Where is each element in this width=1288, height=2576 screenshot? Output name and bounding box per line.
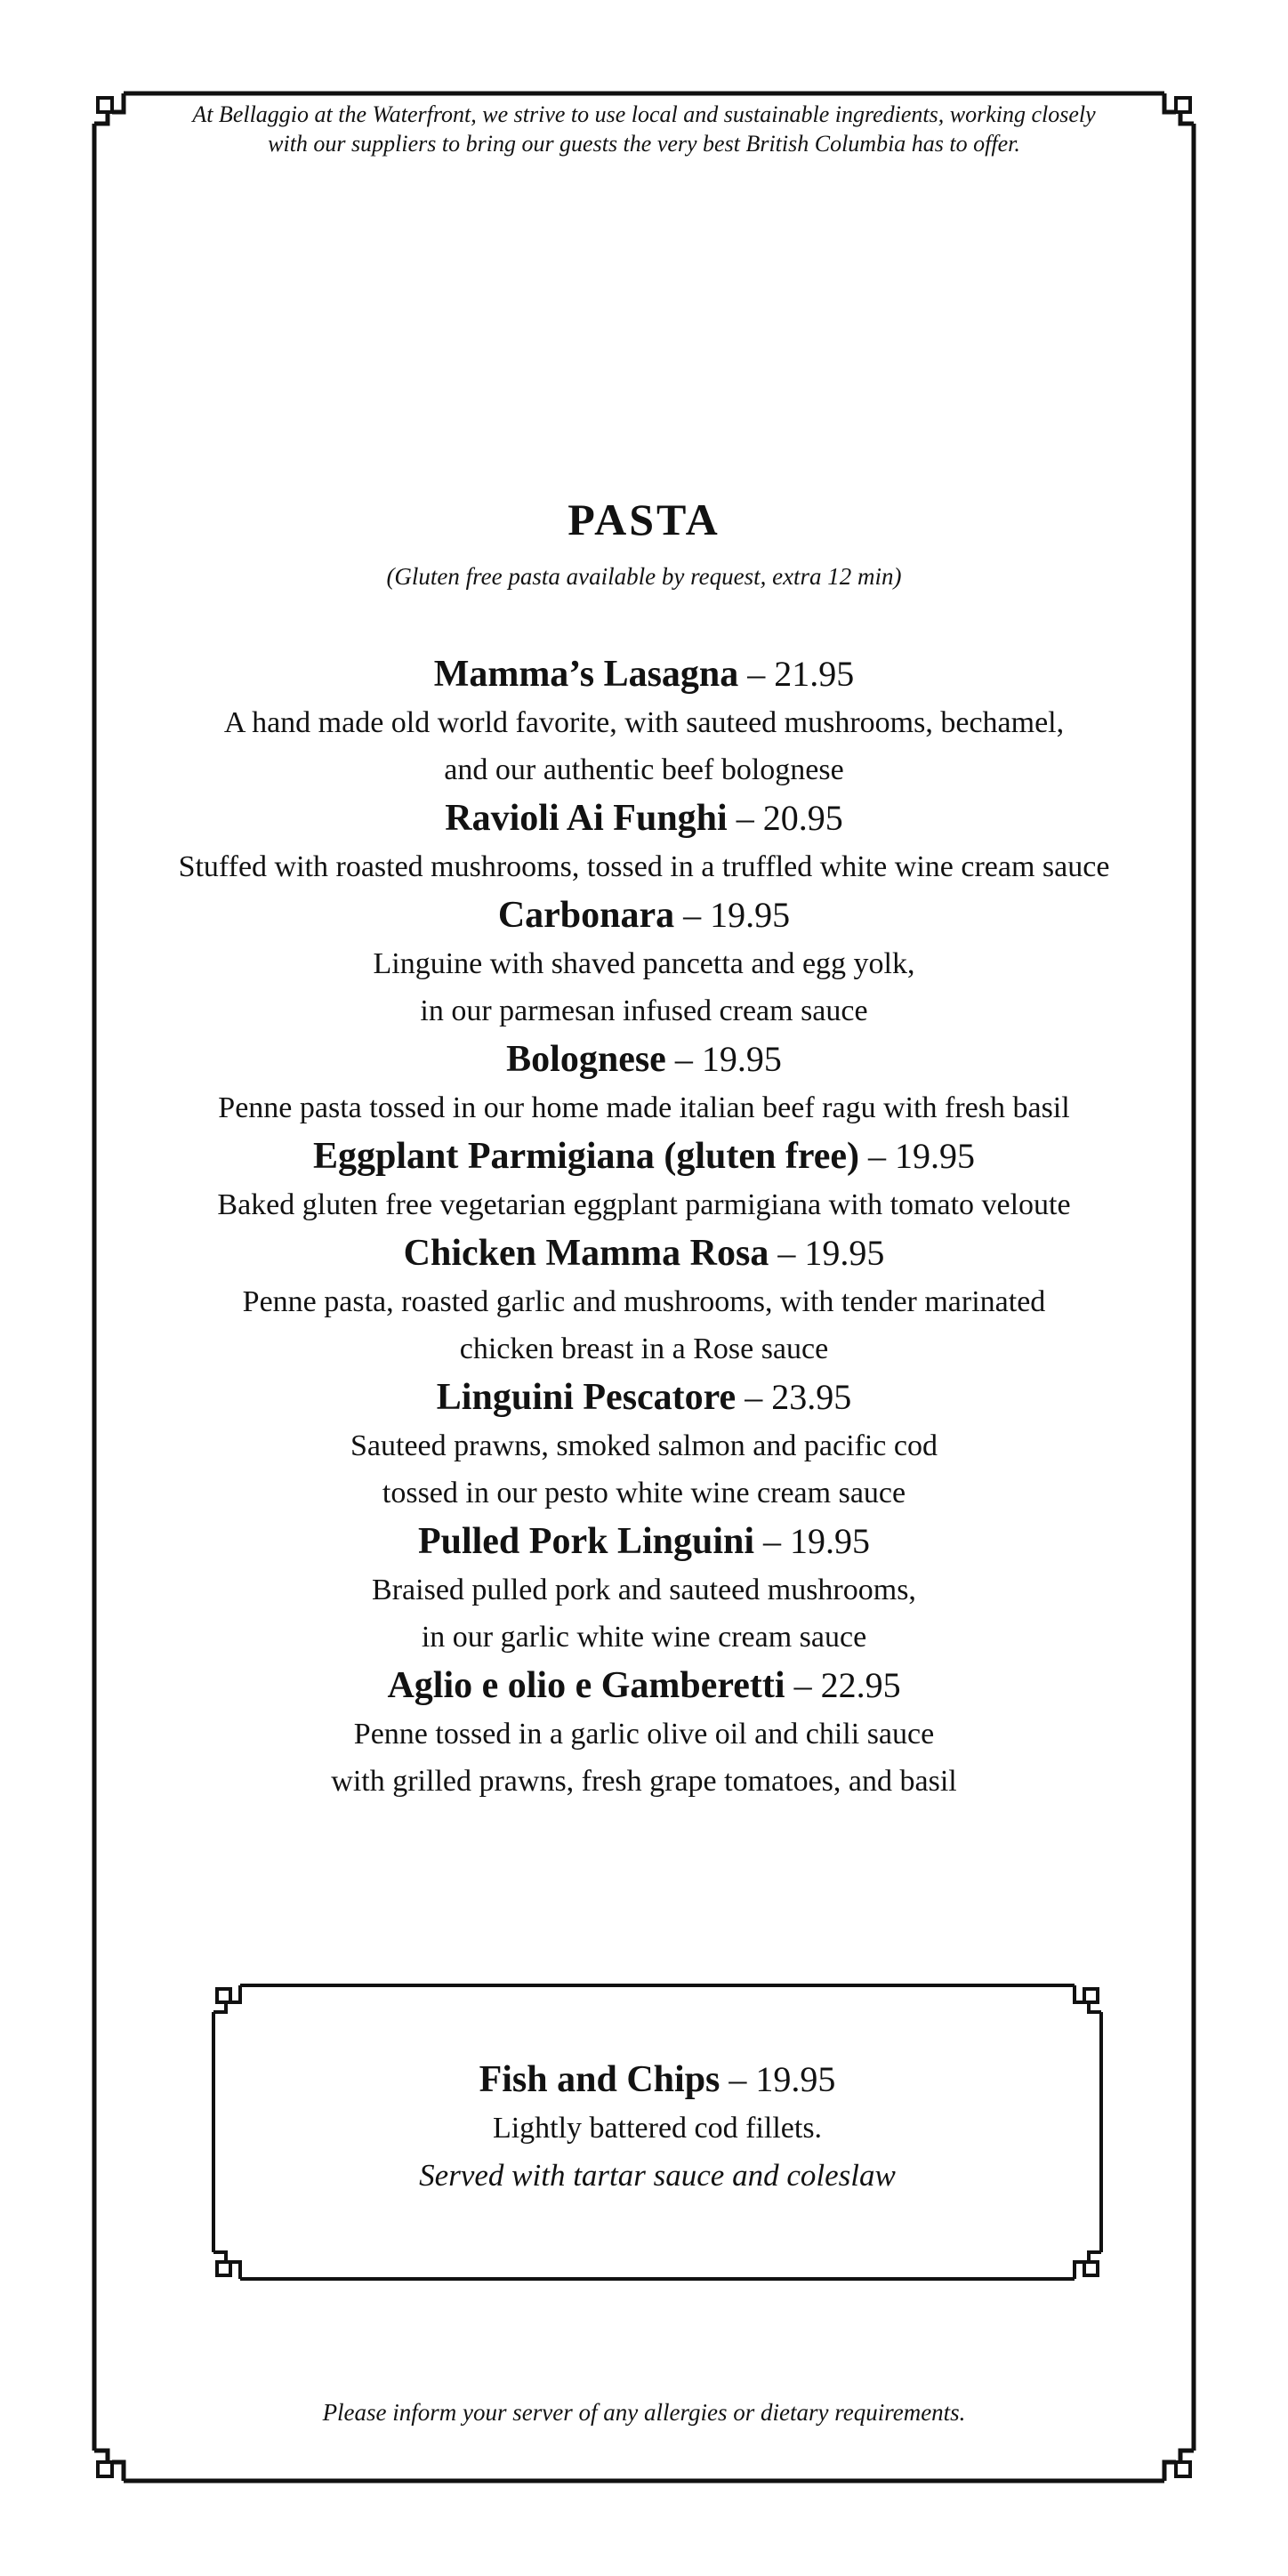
price-dash: – [745, 1377, 763, 1417]
item-description-line: and our authentic beef bolognese [444, 753, 844, 786]
item-name: Pulled Pork Linguini [417, 1521, 755, 1562]
item-description-line: Penne pasta, roasted garlic and mushrooms, with tender marinated [242, 1285, 1046, 1318]
item-title [0, 1517, 1288, 1566]
price-dash: – [777, 1233, 796, 1273]
item-name: Bolognese [506, 1039, 666, 1080]
price-dash: – [683, 895, 702, 935]
menu-item [0, 1034, 1288, 1131]
item-name: Carbonara [497, 895, 675, 936]
price-dash: – [736, 798, 754, 838]
price-dash: – [747, 654, 766, 694]
item-description-line: chicken breast in a Rose sauce [459, 1332, 829, 1365]
item-price: 23.95 [771, 1377, 852, 1417]
item-title [213, 2055, 1101, 2105]
item-name: Chicken Mamma Rosa [403, 1233, 769, 1274]
price-dash: – [793, 1665, 812, 1705]
item-description-line: Lightly battered cod fillets. [492, 2112, 823, 2145]
item-price: 20.95 [762, 798, 843, 838]
item-price: 19.95 [895, 1136, 975, 1176]
header-note-line: with our suppliers to bring our guests the very best British Columbia has to offer. [268, 131, 1020, 157]
price-dash: – [674, 1039, 693, 1079]
item-title [0, 1228, 1288, 1278]
footer-note: Please inform your server of any allergies or dietary requirements. [322, 2399, 966, 2426]
item-name: Aglio e olio e Gamberetti [387, 1665, 785, 1706]
corner-square-icon [98, 2462, 112, 2476]
item-description-line: in our garlic white wine cream sauce [421, 1621, 867, 1654]
item-price: 19.95 [701, 1039, 782, 1079]
item-description-line: Linguine with shaved pancetta and egg yolk, [373, 947, 915, 980]
fish-and-chips-box [213, 1985, 1101, 2279]
item-title [0, 1373, 1288, 1422]
menu-items [0, 649, 1288, 1805]
header-note-line: At Bellaggio at the Waterfront, we strive to use local and sustainable ingredients, working closely [192, 101, 1096, 127]
item-serving-note: Served with tartar sauce and coleslaw [419, 2158, 896, 2193]
menu-item [0, 649, 1288, 793]
item-price: 19.95 [790, 1521, 871, 1561]
item-description-line: with grilled prawns, fresh grape tomatoes, and basil [331, 1765, 957, 1798]
menu-item [0, 890, 1288, 1034]
header-note [0, 100, 1288, 158]
item-name: Linguini Pescatore [436, 1377, 737, 1418]
item-description-line: Stuffed with roasted mushrooms, tossed in a truffled white wine cream sauce [178, 850, 1110, 883]
item-description-line: Penne pasta tossed in our home made italian beef ragu with fresh basil [218, 1091, 1070, 1124]
item-description-line: in our parmesan infused cream sauce [420, 994, 868, 1027]
section-subtitle: (Gluten free pasta available by request, extra 12 min) [386, 563, 902, 590]
item-name: Mamma’s Lasagna [433, 654, 739, 695]
item-description-line: Penne tossed in a garlic olive oil and chili sauce [353, 1718, 935, 1751]
corner-square-icon [1176, 2462, 1190, 2476]
item-description-line: tossed in our pesto white wine cream sauce [382, 1477, 906, 1509]
item-description-line: Braised pulled pork and sauteed mushrooms, [372, 1574, 916, 1606]
section-title: PASTA [568, 495, 720, 544]
menu-item [0, 1517, 1288, 1661]
item-price: 19.95 [755, 2059, 836, 2099]
item-title [0, 1131, 1288, 1181]
menu-item [0, 1131, 1288, 1228]
menu-item [0, 1228, 1288, 1373]
menu-item [0, 1661, 1288, 1805]
item-price: 19.95 [804, 1233, 885, 1273]
item-name: Ravioli Ai Funghi [445, 798, 728, 839]
item-price: 21.95 [774, 654, 855, 694]
price-dash: – [729, 2059, 747, 2099]
item-description-line: Baked gluten free vegetarian eggplant parmigiana with tomato veloute [217, 1188, 1071, 1221]
item-title [0, 1034, 1288, 1084]
item-title [0, 890, 1288, 940]
item-title [0, 649, 1288, 699]
item-title [0, 1661, 1288, 1711]
item-description-line: A hand made old world favorite, with sauteed mushrooms, bechamel, [223, 706, 1065, 739]
menu-item [0, 1373, 1288, 1517]
item-name: Eggplant Parmigiana (gluten free) [312, 1136, 859, 1177]
item-description-line: Sauteed prawns, smoked salmon and pacific cod [350, 1429, 938, 1462]
item-title [0, 793, 1288, 843]
item-name: Fish and Chips [479, 2059, 720, 2100]
price-dash: – [868, 1136, 886, 1176]
price-dash: – [763, 1521, 782, 1561]
menu-item [0, 793, 1288, 890]
item-price: 19.95 [710, 895, 791, 935]
item-price: 22.95 [820, 1665, 901, 1705]
